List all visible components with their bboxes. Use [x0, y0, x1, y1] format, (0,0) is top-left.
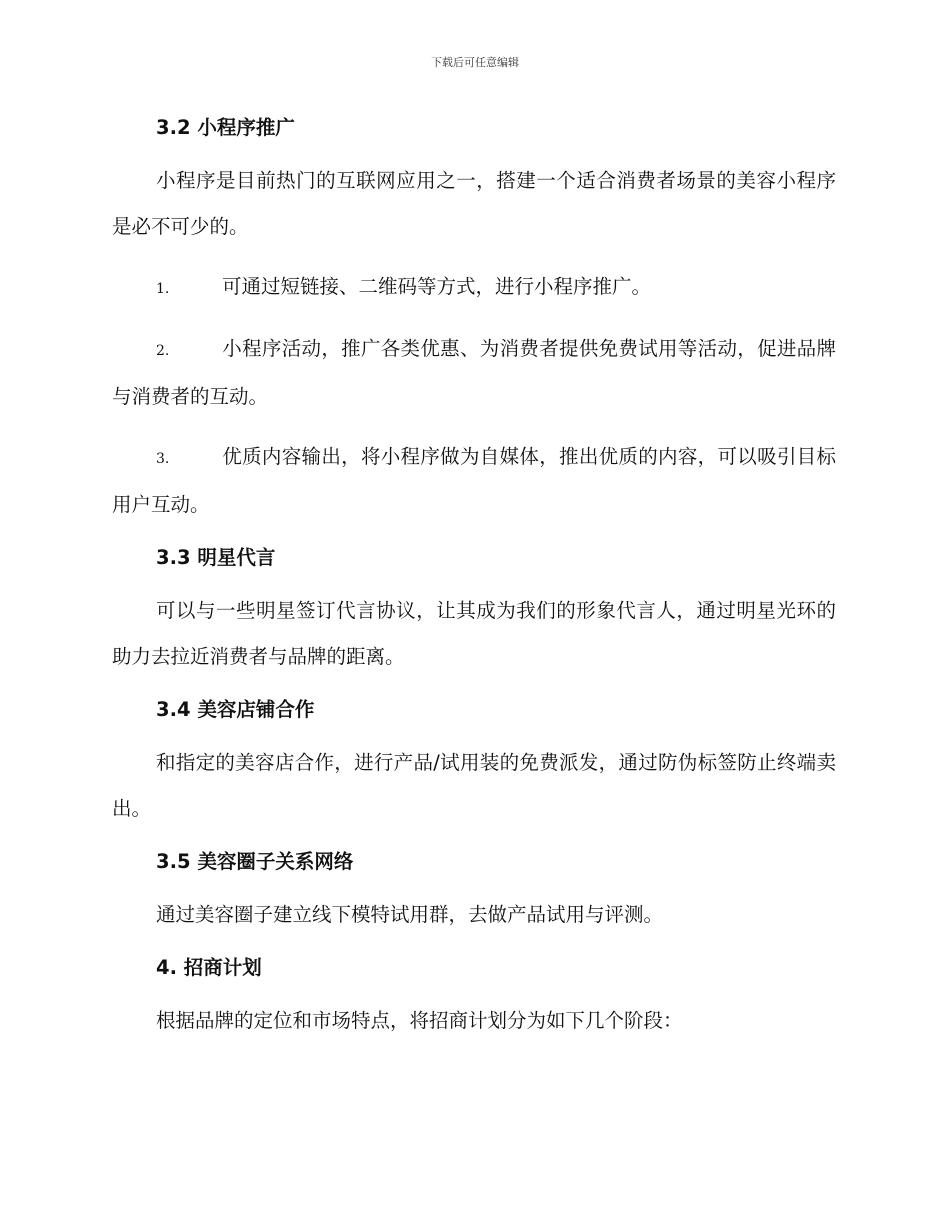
- page-header: 下载后可任意编辑: [431, 56, 519, 69]
- paragraph-4: 根据品牌的定位和市场特点，将招商计划分为如下几个阶段：: [156, 1009, 683, 1032]
- list-number-2: 2.: [156, 343, 170, 359]
- list-text-1: 可通过短链接、二维码等方式，进行小程序推广。: [222, 275, 652, 298]
- list-item-2: [112, 326, 836, 420]
- list-item-3: [112, 434, 836, 528]
- section-heading-3-5: 3.5 美容圈子关系网络: [156, 850, 354, 873]
- paragraph-3-4: 和指定的美容店合作，进行产品/试用装的免费派发，通过防伪标签防止终端卖出。: [112, 751, 836, 820]
- list-number-3: 3.: [156, 451, 170, 467]
- paragraph-3-5: 通过美容圈子建立线下模特试用群，去做产品试用与评测。: [156, 903, 664, 926]
- list-item-1: [112, 264, 836, 312]
- list-number-1: 1.: [156, 281, 170, 297]
- document-body: [112, 112, 836, 1044]
- section-heading-3-3: 3.3 明星代言: [156, 546, 276, 569]
- paragraph-3-3: 可以与一些明星签订代言协议，让其成为我们的形象代言人，通过明星光环的助力去拉近消费者与品牌的距离。: [112, 599, 836, 668]
- section-heading-3-2: 3.2 小程序推广: [156, 116, 295, 139]
- list-text-2: 小程序活动，推广各类优惠、为消费者提供免费试用等活动，促进品牌与消费者的互动。: [112, 337, 836, 408]
- paragraph-3-2-intro: 小程序是目前热门的互联网应用之一，搭建一个适合消费者场景的美容小程序是必不可少的。: [112, 169, 836, 238]
- section-heading-4: 4. 招商计划: [156, 956, 262, 979]
- list-text-3: 优质内容输出，将小程序做为自媒体，推出优质的内容，可以吸引目标用户互动。: [112, 445, 836, 516]
- section-heading-3-4: 3.4 美容店铺合作: [156, 698, 315, 721]
